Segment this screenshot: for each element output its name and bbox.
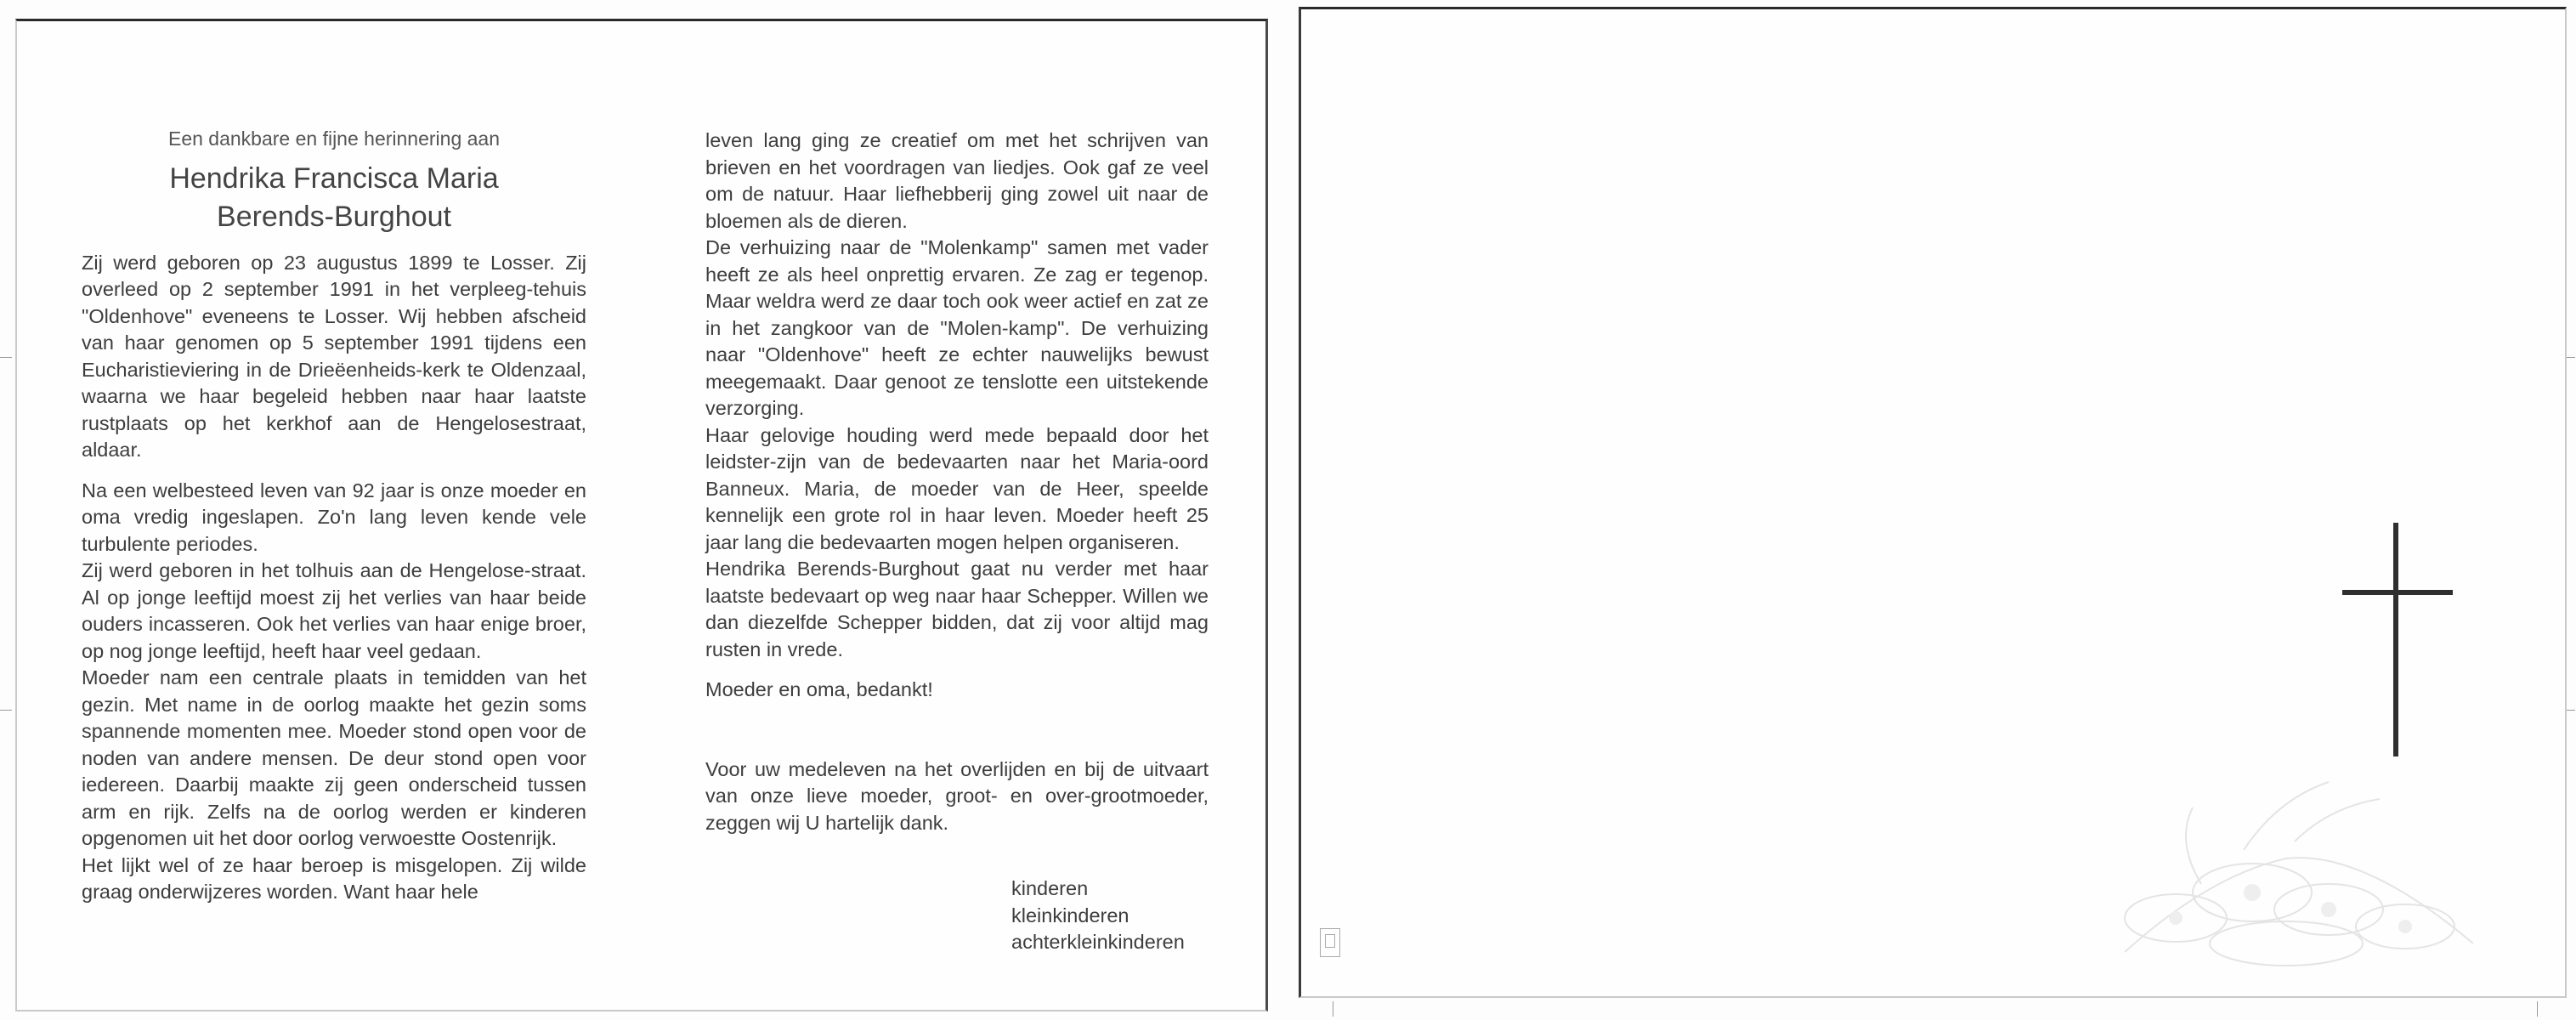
text-column-left [82, 126, 586, 906]
paragraph-acknowledgement: Voor uw medeleven na het overlijden en bij de uitvaart van onze lieve moeder, groot- en over-grootmoeder, zeggen wij U hartelijk dank. [705, 757, 1209, 834]
flower-bouquet-illustration [2074, 748, 2516, 986]
crop-mark [0, 710, 12, 711]
paragraph-faith: Haar gelovige houding werd mede bepaald door het leidster-zijn van de bedevaarten naar het Maria-oord Banneux. Maria, de moeder van de Heer, speelde kennelijk een grote rol in haar leven. Moeder heeft 25 jaar lang die bedevaarten mogen helpen organiseren. [705, 423, 1209, 553]
signature-children: kinderen [1011, 877, 1089, 899]
paragraph-profession: Het lijkt wel of ze haar beroep is misgelopen. Zij wilde graag onderwijzeres worden. Want haar hele [82, 853, 586, 903]
text-column-right [705, 128, 1209, 836]
cross-icon-bar [2342, 590, 2453, 595]
printer-logo [1320, 926, 1439, 964]
deceased-name-line1: Hendrika Francisca Maria [169, 162, 499, 195]
paragraph-life: Na een welbesteed leven van 92 jaar is onze moeder en oma vredig ingeslapen. Zo'n lang leven kende vele turbulente periodes. [82, 479, 586, 555]
signature-block [1011, 876, 1185, 956]
paragraph-family: Moeder nam een centrale plaats in temidden van het gezin. Met name in de oorlog maakte het gezin soms spannende momenten mee. Moeder stond open voor de noden van andere mensen. De deur stond open voor iedereen. Daarbij maakte zij geen onderscheid tussen arm en rijk. Zelfs na de oorlog werden er kinderen opgenomen uit het door oorlog verwoestte Oostenrijk. [82, 666, 586, 849]
crop-mark [0, 357, 12, 358]
paragraph-youth: Zij werd geboren in het tolhuis aan de Hengelose-straat. Al op jonge leeftijd moest zij het verlies van haar beide ouders incasseren. Ook het verlies van haar enige broer, op nog jonge leeftijd, heeft haar veel gedaan. [82, 559, 586, 662]
paragraph-moves: De verhuizing naar de "Molenkamp" samen met vader heeft ze als heel onprettig ervaren. Ze zag er tegenop. Maar weldra werd ze daar toch ook weer actief en zat ze in het zangkoor van de "Molen-kamp". De verhuizing naar "Oldenhove" heeft ze echter nauwelijks bewust meegemaakt. Daar genoot ze tenslotte een uitstekende verzorging. [705, 236, 1209, 419]
paragraph-thanks-mother: Moeder en oma, bedankt! [705, 678, 933, 700]
paragraph-farewell: Hendrika Berends-Burghout gaat nu verder met haar laatste bedevaart op weg naar haar Schepper. Willen we dan diezelfde Schepper bidden, dat zij voor altijd mag rusten in vrede. [705, 558, 1209, 660]
crop-mark [2537, 1001, 2538, 1017]
paragraph-biography-dates: Zij werd geboren op 23 augustus 1899 te Losser. Zij overleed op 2 september 1991 in het verpleeg-tehuis "Oldenhove" eveneens te Losser. Wij hebben afscheid van haar genomen op 5 september 1991 tijdens een Eucharistieviering in de Drieëenheids-kerk te Oldenzaal, waarna we haar begeleid hebben naar haar laatste rustplaats op het kerkhof aan de Hengelosestraat, aldaar. [82, 251, 586, 461]
cross-icon [2393, 523, 2398, 756]
signature-great-grandchildren: achterkleinkinderen [1011, 931, 1185, 953]
printer-logo-icon [1320, 928, 1340, 957]
signature-grandchildren: kleinkinderen [1011, 904, 1129, 926]
memorial-subtitle: Een dankbare en fijne herinnering aan [167, 128, 500, 150]
paragraph-creativity: leven lang ging ze creatief om met het schrijven van brieven en het voordragen van liedjes. Ook gaf ze veel om de natuur. Haar liefhebberij ging zowel uit naar de bloemen als de dieren. [705, 129, 1209, 232]
deceased-name-line2: Berends-Burghout [217, 200, 451, 233]
